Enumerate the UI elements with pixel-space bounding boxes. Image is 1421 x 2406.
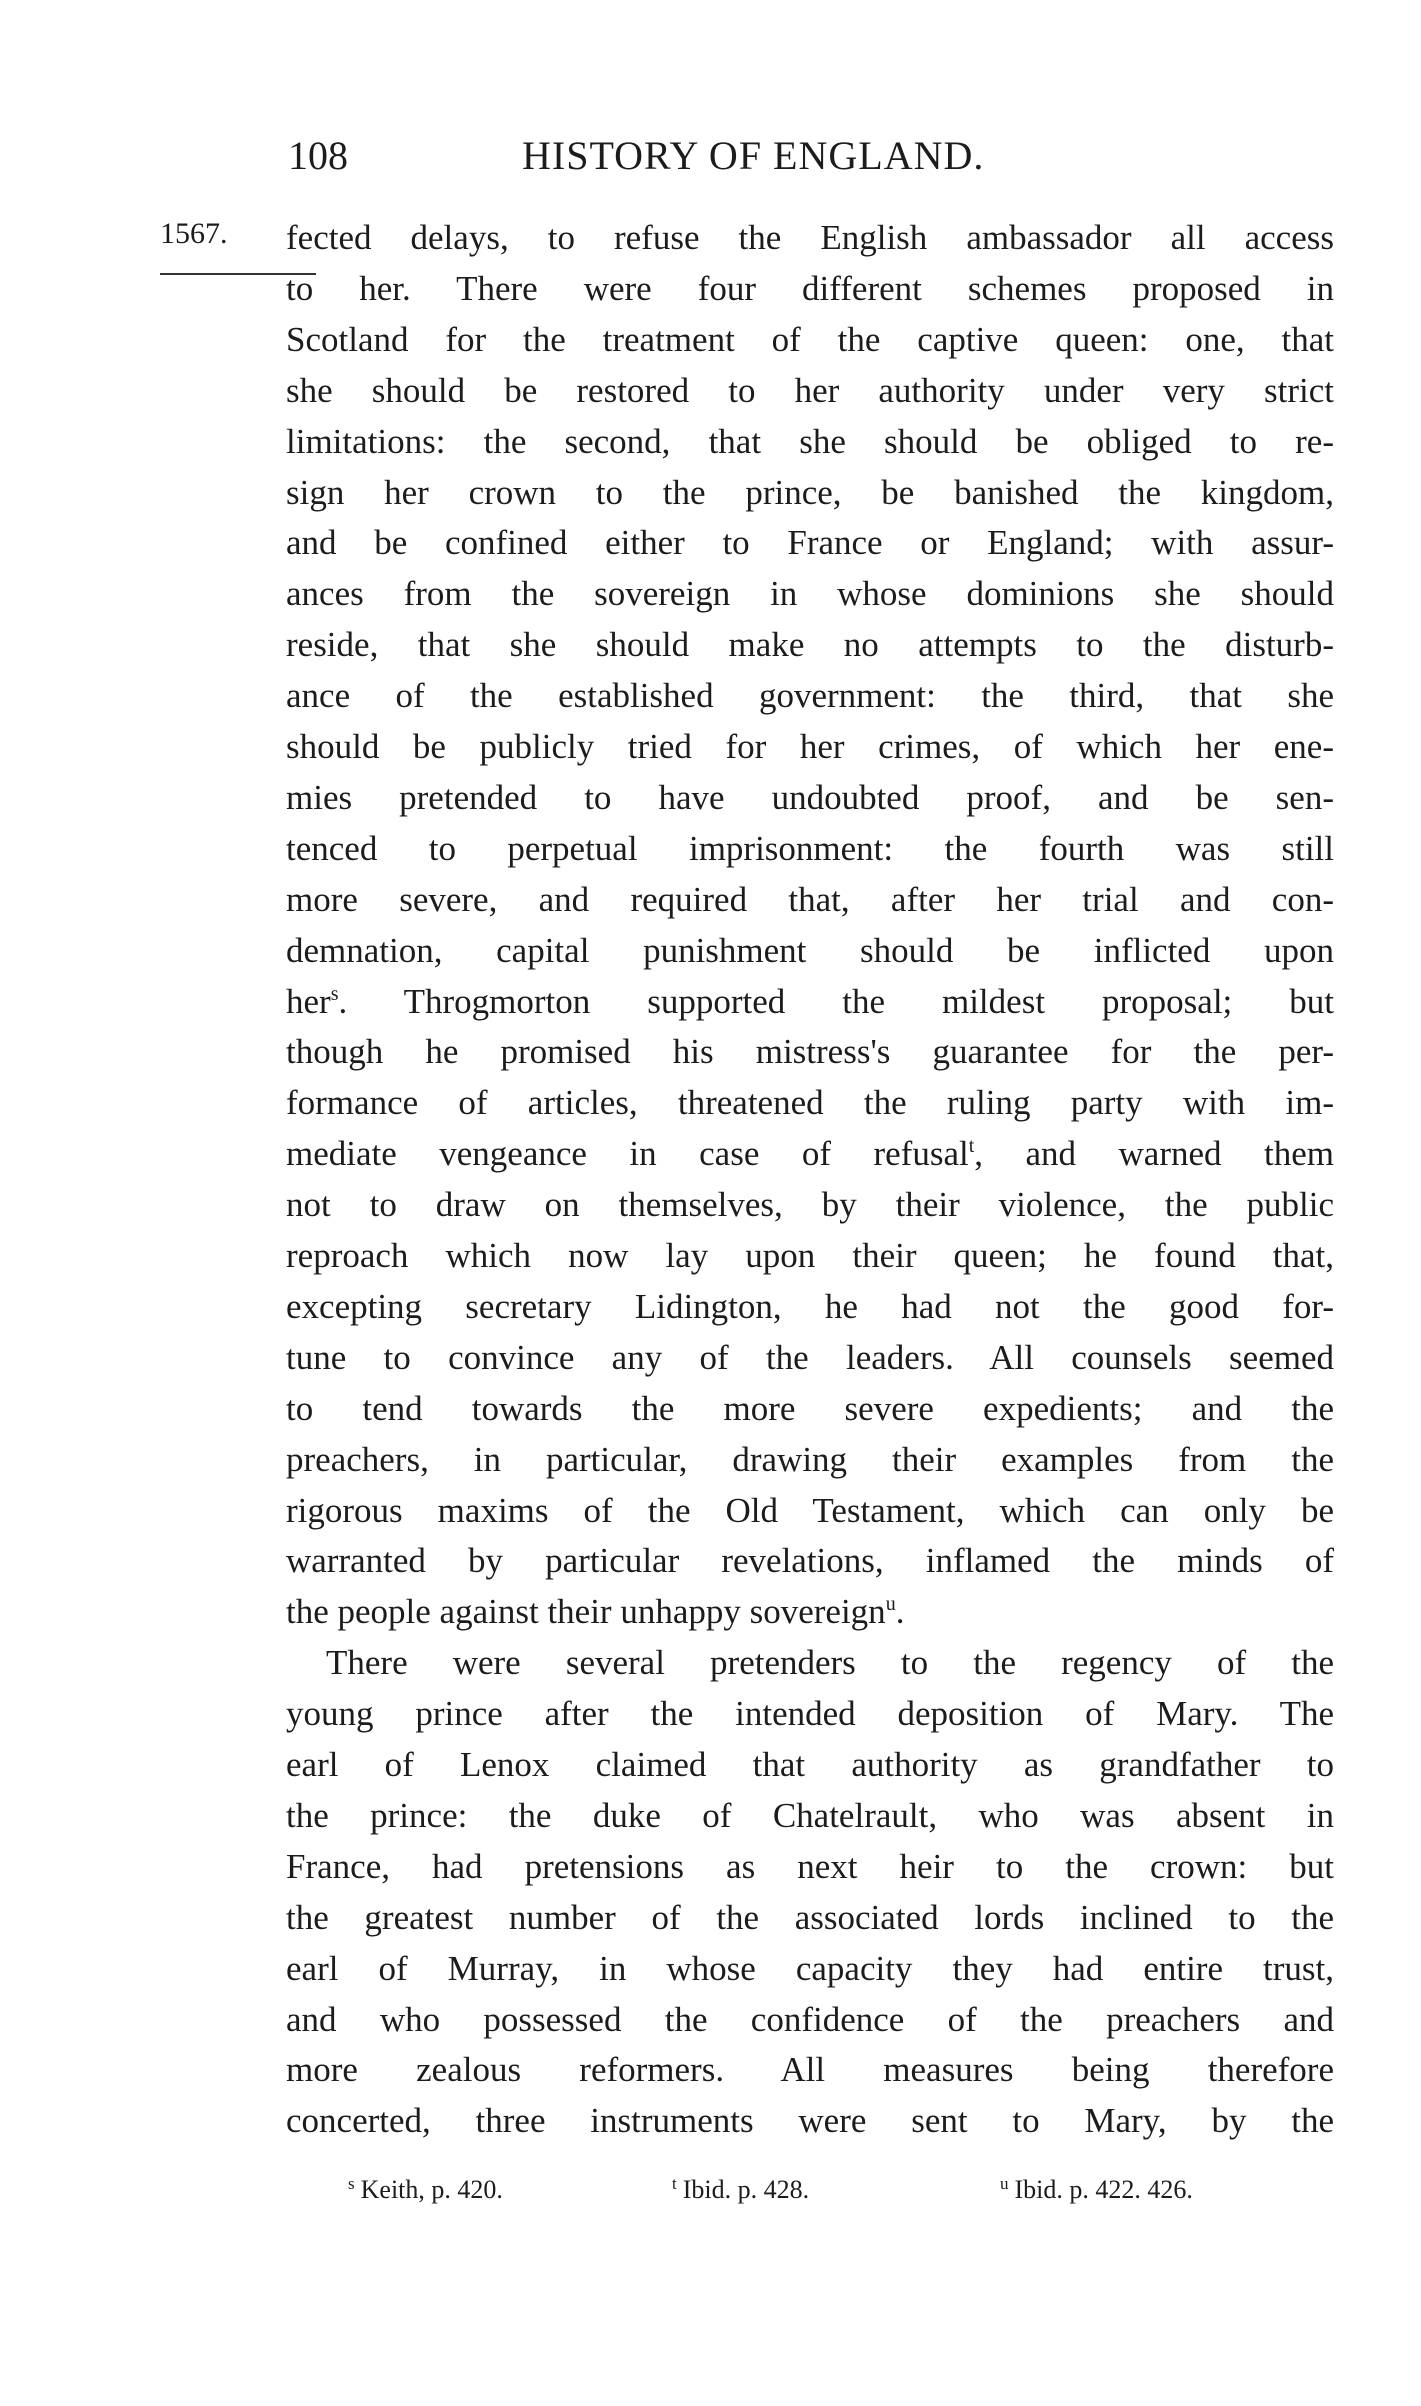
text-line	[286, 416, 1334, 467]
text-line-content: mies pretended to have undoubted proof, and be sen-	[286, 778, 1334, 817]
text-line	[286, 314, 1334, 365]
text-line	[286, 670, 1334, 721]
text-line-content: to tend towards the more severe expedients; and the	[286, 1389, 1334, 1428]
footnote-reference: u	[885, 1593, 896, 1615]
text-line	[326, 1637, 1334, 1688]
text-line-content: ance of the established government: the third, that she	[286, 676, 1334, 715]
text-line-content: tenced to perpetual imprisonment: the fourth was still	[286, 829, 1334, 868]
text-line-content: the greatest number of the associated lords inclined to the	[286, 1898, 1334, 1937]
text-line	[286, 1077, 1334, 1128]
text-line-content: preachers, in particular, drawing their examples from the	[286, 1440, 1334, 1479]
text-line	[286, 1688, 1334, 1739]
text-line-content: reside, that she should make no attempts to the disturb-	[286, 625, 1334, 664]
text-line-content: to her. There were four different schemes proposed in	[286, 269, 1334, 308]
text-line	[286, 976, 1334, 1027]
text-line	[286, 1128, 1334, 1179]
text-line	[286, 365, 1334, 416]
footnote	[348, 2164, 503, 2210]
text-line-content: and who possessed the confidence of the preachers and	[286, 2000, 1334, 2039]
footnote-reference: t	[968, 1135, 975, 1157]
running-head: HISTORY OF ENGLAND.	[522, 133, 985, 178]
text-line	[286, 568, 1334, 619]
text-line-content: fected delays, to refuse the English ambassador all access	[286, 218, 1334, 257]
text-line	[286, 1383, 1334, 1434]
text-line-content: the people against their unhappy sovereign	[286, 1592, 886, 1631]
text-line	[286, 1485, 1334, 1536]
text-line-content: earl of Lenox claimed that authority as grandfather to	[286, 1745, 1334, 1784]
text-line-content: formance of articles, threatened the ruling party with im-	[286, 1083, 1334, 1122]
text-line	[286, 467, 1334, 518]
text-line-continuation: , and warned them	[974, 1134, 1334, 1173]
footnote-mark: u	[1000, 2174, 1009, 2193]
footnote-text: Ibid. p. 422. 426.	[1014, 2175, 1193, 2204]
text-line-content: Scotland for the treatment of the captive queen: one, that	[286, 320, 1334, 359]
footnote	[672, 2164, 809, 2210]
text-line-content: more severe, and required that, after her trial and con-	[286, 880, 1334, 919]
footnote-mark: s	[348, 2174, 355, 2193]
text-line	[286, 823, 1334, 874]
text-line	[286, 1230, 1334, 1281]
text-line	[286, 1332, 1334, 1383]
text-line	[286, 263, 1334, 314]
text-line-content: not to draw on themselves, by their violence, the public	[286, 1185, 1334, 1224]
text-line-content: rigorous maxims of the Old Testament, which can only be	[286, 1491, 1334, 1530]
text-line	[286, 1026, 1334, 1077]
margin-year: 1567.	[160, 217, 228, 250]
text-line-content: warranted by particular revelations, inflamed the minds of	[286, 1541, 1334, 1580]
text-line-content: demnation, capital punishment should be inflicted upon	[286, 931, 1334, 970]
text-line	[286, 2044, 1334, 2095]
footnote	[1000, 2164, 1193, 2210]
text-line	[286, 1739, 1334, 1790]
text-line-content: There were several pretenders to the regency of the	[326, 1643, 1334, 1682]
text-line-content: mediate vengeance in case of refusal	[286, 1134, 969, 1173]
text-line-content: her	[286, 982, 331, 1021]
text-line-content: ances from the sovereign in whose dominions she should	[286, 574, 1334, 613]
footnote-text: Ibid. p. 428.	[682, 2175, 810, 2204]
text-line	[286, 1535, 1334, 1586]
page-number: 108	[288, 133, 348, 178]
text-line-content: earl of Murray, in whose capacity they had entire trust,	[286, 1949, 1334, 1988]
footnote-mark: t	[672, 2174, 677, 2193]
text-line	[286, 1434, 1334, 1485]
text-line	[286, 212, 1334, 263]
text-line	[286, 1892, 1334, 1943]
text-line	[286, 2095, 1334, 2146]
text-line-content: young prince after the intended deposition of Mary. The	[286, 1694, 1334, 1733]
text-line	[286, 925, 1334, 976]
text-line	[286, 772, 1334, 823]
text-line-content: though he promised his mistress's guarantee for the per-	[286, 1032, 1334, 1071]
footnote-text: Keith, p. 420.	[360, 2175, 503, 2204]
text-line	[286, 1841, 1334, 1892]
text-line	[286, 1586, 1334, 1637]
text-line-content: more zealous reformers. All measures being therefore	[286, 2050, 1334, 2089]
text-line	[286, 721, 1334, 772]
text-line	[286, 619, 1334, 670]
text-line-continuation: . Throgmorton supported the mildest proposal; but	[338, 982, 1334, 1021]
text-line	[286, 517, 1334, 568]
text-line	[286, 1790, 1334, 1841]
text-line-content: France, had pretensions as next heir to the crown: but	[286, 1847, 1334, 1886]
text-line	[286, 1281, 1334, 1332]
text-line	[286, 1179, 1334, 1230]
text-line-content: she should be restored to her authority under very strict	[286, 371, 1334, 410]
text-line-content: concerted, three instruments were sent to Mary, by the	[286, 2101, 1334, 2140]
text-line-content: limitations: the second, that she should be obliged to re-	[286, 422, 1334, 461]
text-line-content: reproach which now lay upon their queen; he found that,	[286, 1236, 1334, 1275]
text-line-content: the prince: the duke of Chatelrault, who was absent in	[286, 1796, 1334, 1835]
text-line-content: sign her crown to the prince, be banished the kingdom,	[286, 473, 1334, 512]
text-line-content: should be publicly tried for her crimes, of which her ene-	[286, 727, 1334, 766]
footnote-reference: s	[330, 983, 339, 1005]
text-line-continuation: .	[895, 1592, 905, 1631]
text-line	[286, 1994, 1334, 2045]
text-line	[286, 874, 1334, 925]
text-line-content: excepting secretary Lidington, he had not the good for-	[286, 1287, 1334, 1326]
text-line	[286, 1943, 1334, 1994]
text-line-content: and be confined either to France or England; with assur-	[286, 523, 1334, 562]
text-line-content: tune to convince any of the leaders. All counsels seemed	[286, 1338, 1334, 1377]
